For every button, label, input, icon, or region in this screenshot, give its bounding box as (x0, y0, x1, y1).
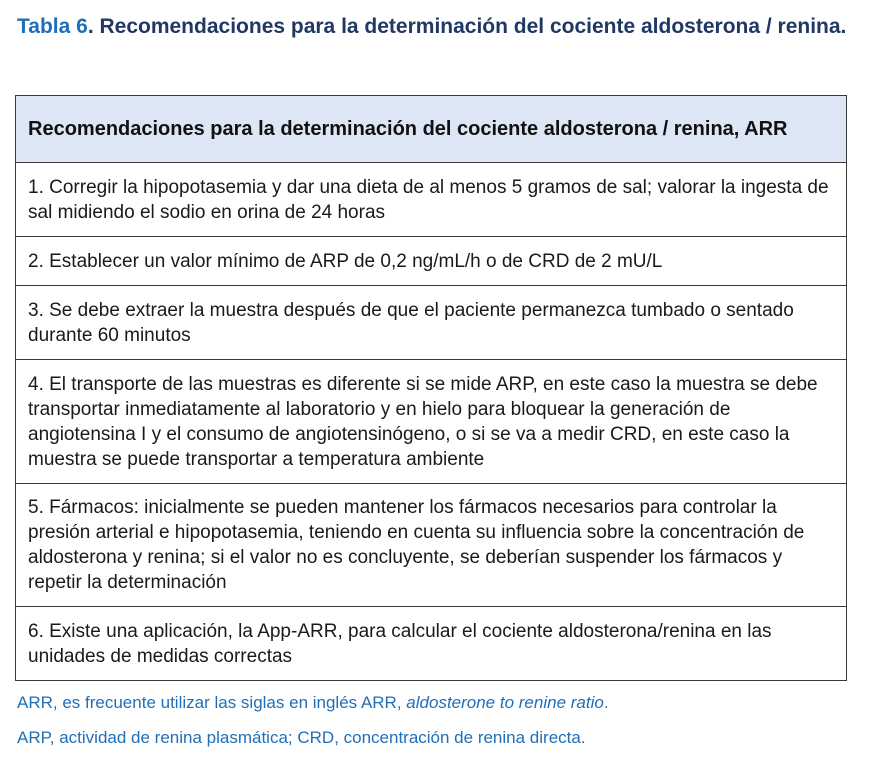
footnote-arr-italic: aldosterone to renine ratio (406, 693, 604, 712)
table-caption (17, 14, 857, 40)
recommendation-2: 2. Establecer un valor mínimo de ARP de 0,2 ng/mL/h o de CRD de 2 mU/L (16, 237, 847, 286)
recommendation-4: 4. El transporte de las muestras es diferente si se mide ARP, en este caso la muestra se debe transportar inmediatamente al laboratorio y en hielo para bloquear la generación de angiotensina I y el consumo de angiotensinógeno, o si se va a medir CRD, en este caso la muestra se puede transportar a temperatura ambiente (16, 360, 847, 484)
table-row (16, 163, 847, 237)
table-row (16, 286, 847, 360)
table-row (16, 607, 847, 681)
table-row (16, 237, 847, 286)
recommendation-1: 1. Corregir la hipopotasemia y dar una dieta de al menos 5 gramos de sal; valorar la ingesta de sal midiendo el sodio en orina de 24 horas (16, 163, 847, 237)
footnote-arp: ARP, actividad de renina plasmática; CRD, concentración de renina directa. (17, 728, 586, 747)
table-row (16, 484, 847, 607)
table-header: Recomendaciones para la determinación del cociente aldosterona / renina, ARR (16, 96, 847, 163)
table-number: Tabla 6 (17, 15, 88, 38)
footnote-arr-text: ARR, es frecuente utilizar las siglas en inglés ARR, (17, 693, 407, 712)
table-header-row (16, 96, 847, 163)
footnote-arr (17, 692, 609, 714)
recommendation-6: 6. Existe una aplicación, la App-ARR, para calcular el cociente aldosterona/renina en las unidades de medidas correctas (16, 607, 847, 681)
table-title: . Recomendaciones para la determinación del cociente aldosterona / renina. (87, 15, 847, 38)
recommendation-3: 3. Se debe extraer la muestra después de que el paciente permanezca tumbado o sentado durante 60 minutos (16, 286, 847, 360)
table-row (16, 360, 847, 484)
recommendation-5: 5. Fármacos: inicialmente se pueden mantener los fármacos necesarios para controlar la presión arterial e hipopotasemia, teniendo en cuenta su influencia sobre la concentración de aldosterona y renina; si el valor no es concluyente, se deberían suspender los fármacos y repetir la determinación (16, 484, 847, 607)
footnote-arr-end: . (603, 693, 609, 712)
recommendations-table (15, 95, 847, 681)
